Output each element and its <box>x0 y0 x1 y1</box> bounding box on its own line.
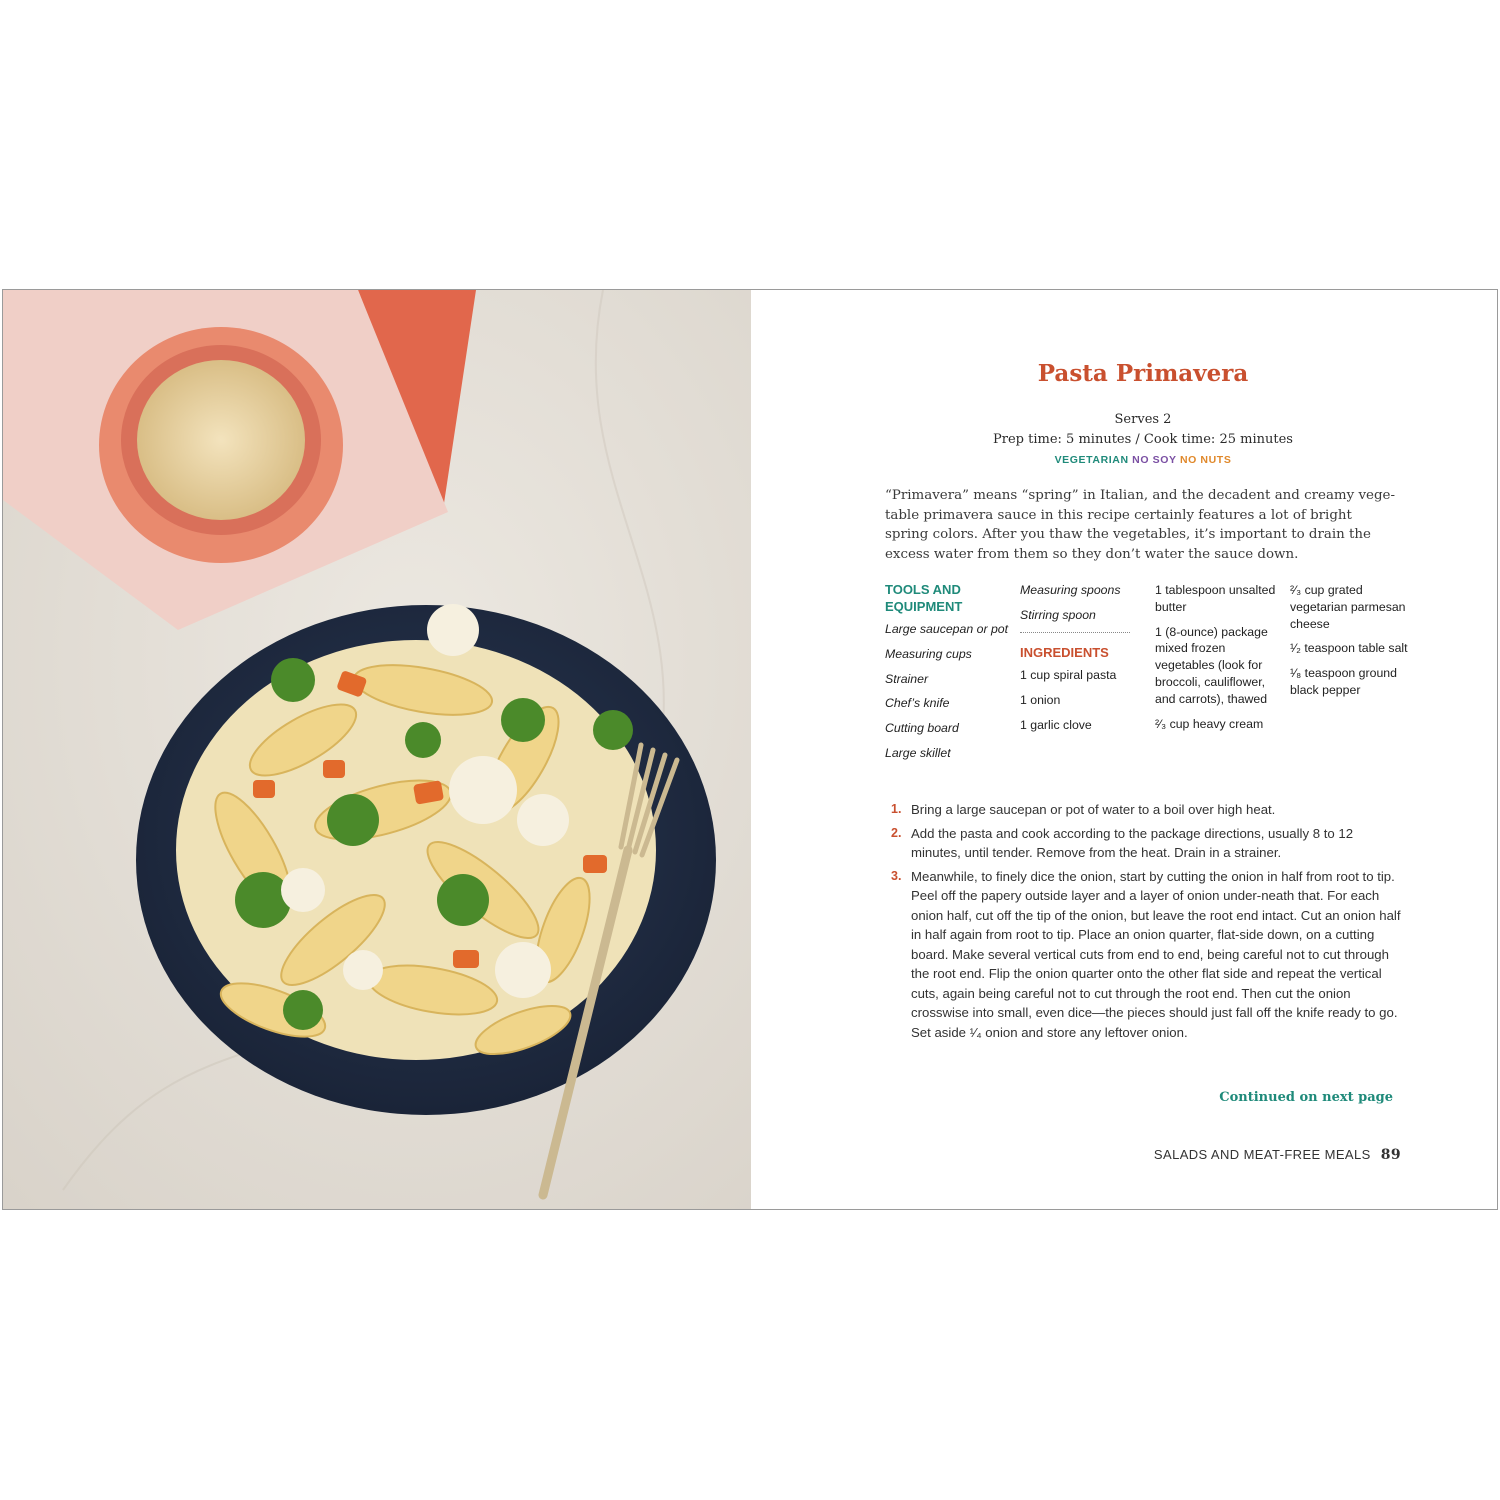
tools-heading: TOOLS AND EQUIPMENT <box>885 582 963 614</box>
ingredient-item: 1 cup spiral pasta <box>1020 668 1117 683</box>
recipe-steps <box>885 800 1405 1046</box>
recipe-title: Pasta Primavera <box>1037 360 1249 387</box>
ingredient-item: 1 tablespoon unsalted butter <box>1155 583 1276 614</box>
ingredients-column-2 <box>1155 582 1285 740</box>
step-item <box>885 800 1405 820</box>
divider <box>1020 632 1130 633</box>
tag-no-nuts: NO NUTS <box>1179 454 1232 466</box>
ingredients-heading: INGREDIENTS <box>1020 644 1109 660</box>
serves-line: Serves 2 <box>1114 412 1172 427</box>
step-text: Bring a large saucepan or pot of water to a boil over high heat. <box>911 802 1276 817</box>
tools-column <box>885 582 1015 770</box>
ingredient-item: ²⁄₃ cup heavy cream <box>1155 716 1264 731</box>
step-number: 1. <box>891 802 902 816</box>
tool-item: Large skillet <box>885 745 951 760</box>
ingredient-item: 1 onion <box>1020 692 1061 707</box>
step-item <box>885 867 1405 1043</box>
step-text: Add the pasta and cook according to the package directions, usually 8 to 12 minutes, until tender. Remove from the heat. Drain in a strainer. <box>911 825 1354 860</box>
tool-item: Cutting board <box>885 721 959 736</box>
ingredient-item: ¹⁄₈ teaspoon ground black pepper <box>1290 666 1397 697</box>
ingredient-item: 1 garlic clove <box>1020 717 1092 732</box>
tool-item: Strainer <box>885 671 929 686</box>
step-item <box>885 824 1405 863</box>
tool-item: Measuring spoons <box>1020 583 1121 597</box>
tag-no-soy: NO SOY <box>1132 454 1177 466</box>
page-footer <box>1051 1147 1401 1163</box>
book-spread <box>2 289 1498 1210</box>
diet-tags <box>751 454 1498 466</box>
serves-info <box>751 410 1498 450</box>
tool-item: Measuring cups <box>885 646 972 661</box>
ingredient-item: 1 (8-ounce) package mixed frozen vegetables (look for broccoli, cauliflower, and carrots), thawed <box>1155 624 1268 706</box>
recipe-page <box>751 290 1497 1209</box>
recipe-intro: “Primavera” means “spring” in Italian, and the decadent and creamy vege-table primavera sauce in this recipe certainly features a lot of bright spring colors. After you thaw the vegetables, it’s important to drain the excess water from them so they don’t water the sauce down. <box>885 488 1395 562</box>
section-name: SALADS AND MEAT-FREE MEALS <box>1153 1147 1371 1162</box>
tool-item: Stirring spoon <box>1020 607 1096 622</box>
ingredients-column-3 <box>1290 582 1418 707</box>
tool-item: Chef’s knife <box>885 696 950 711</box>
tools-ingredients-column <box>1020 582 1150 741</box>
step-text: Meanwhile, to finely dice the onion, start by cutting the onion in half from root to tip. Peel off the papery outside layer and a layer of onion under-neath that. For each onion half, cut off the tip of the onion, but leave the root end intact. Cut an onion half in half again from root to tip. Place an onion quarter, flat-side down, on a cutting board. Make several vertical cuts from end to end, being careful not to cut through the root end. Flip the onion quarter onto the other flat side and repeat the vertical cuts, again being careful not to cut through the root end. Then cut the onion crosswise into small, even dice—the pieces should just fall off the knife ready to go. Set aside ¹⁄₄ onion and store any leftover onion. <box>911 868 1401 1040</box>
page-number: 89 <box>1380 1147 1401 1163</box>
ingredient-item: ¹⁄₂ teaspoon table salt <box>1290 641 1408 656</box>
tag-vegetarian: VEGETARIAN <box>1054 454 1129 466</box>
times-line: Prep time: 5 minutes / Cook time: 25 minutes <box>993 432 1293 447</box>
pasta-dish-photo <box>3 290 751 1209</box>
tool-item: Large saucepan or pot <box>885 622 1009 636</box>
step-number: 3. <box>891 868 902 883</box>
step-number: 2. <box>891 825 902 840</box>
ingredient-item: ²⁄₃ cup grated vegetarian parmesan cheese <box>1290 583 1406 631</box>
continued-note: Continued on next page <box>1219 1090 1393 1105</box>
